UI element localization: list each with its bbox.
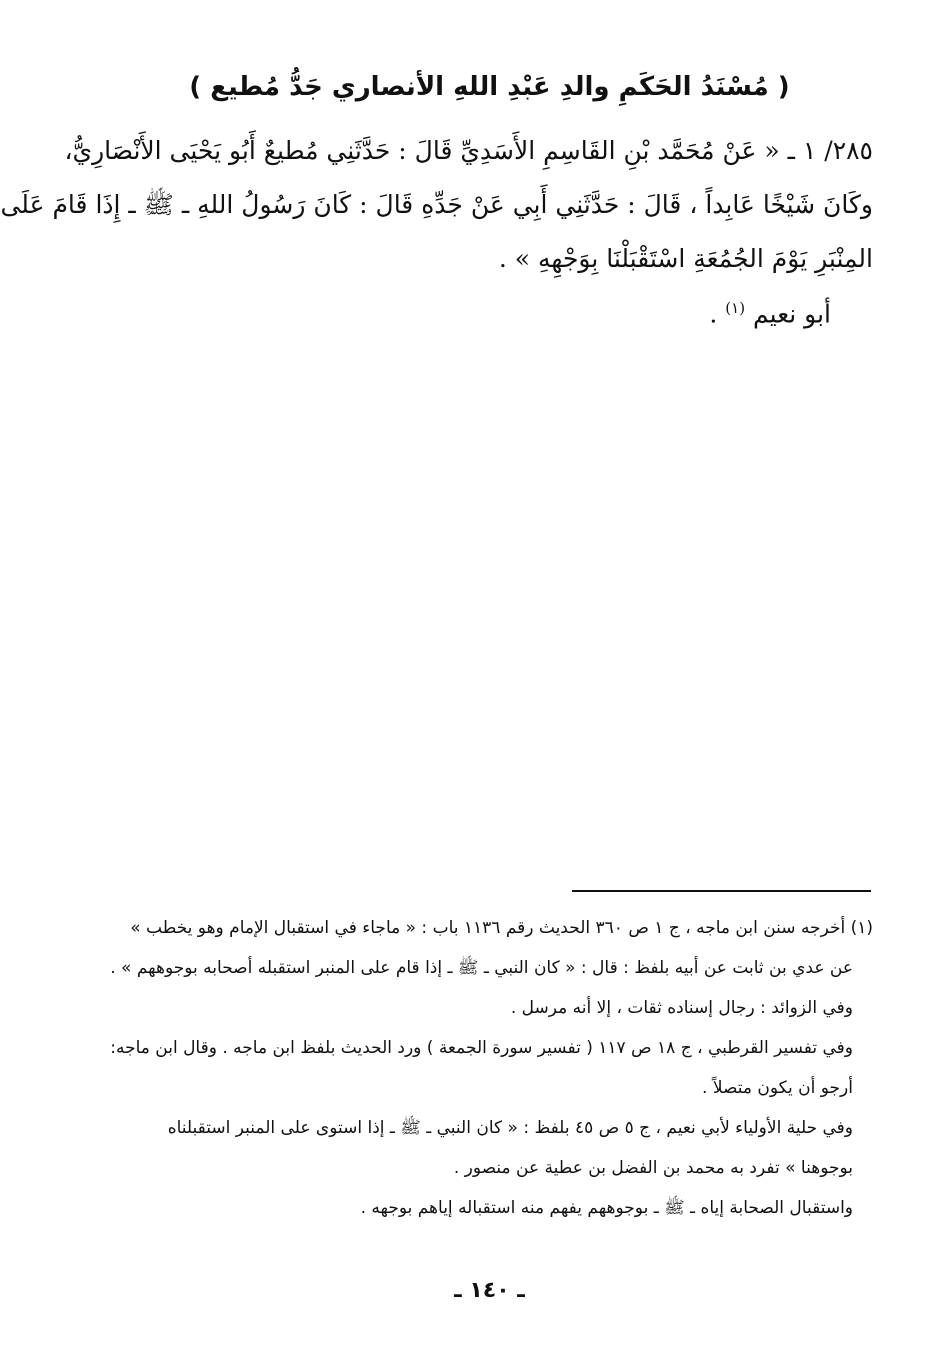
- footnote-reference[interactable]: (١): [725, 299, 746, 317]
- hadith-source: [709, 288, 831, 334]
- hadith-line: ٢٨٥/ ١ ـ « عَنْ مُحَمَّد بْنِ القَاسِمِ الأَسَدِيِّ قَالَ : حَدَّثَنِي مُطيعٌ أَبُو يَحْيَى الأَنْصَارِيُّ،: [64, 136, 873, 165]
- footnote-line: وفي تفسير القرطبي ، ج ١٨ ص ١١٧ ( تفسير سورة الجمعة ) ورد الحديث بلفظ ابن ماجه . وقال ابن ماجه:: [110, 1038, 853, 1058]
- hadith-line: وكَانَ شَيْخًا عَابِداً ، قَالَ : حَدَّثَنِي أَبِي عَنْ جَدِّهِ قَالَ : كَانَ رَسُولُ اللهِ ـ ﷺ ـ إِذَا قَامَ عَلَى: [0, 190, 873, 219]
- footnote-line: وفي حلية الأولياء لأبي نعيم ، ج ٥ ص ٤٥ بلفظ : « كان النبي ـ ﷺ ـ إذا استوى على المنبر استقبلناه: [167, 1118, 853, 1138]
- footnote-line: وفي الزوائد : رجال إسناده ثقات ، إلا أنه مرسل .: [510, 998, 853, 1018]
- footnote-divider: [572, 890, 871, 892]
- page-number: ـ ١٤٠ ـ: [454, 1278, 525, 1303]
- footnote-line: (١) أخرجه سنن ابن ماجه ، ج ١ ص ٣٦٠ الحديث رقم ١١٣٦ باب : « ماجاء في استقبال الإمام وهو يخطب »: [130, 918, 873, 938]
- footnote-line: بوجوهنا » تفرد به محمد بن الفضل بن عطية عن منصور .: [453, 1158, 853, 1178]
- hadith-line: المِنْبَرِ يَوْمَ الجُمُعَةِ اسْتَقْبَلْنَا بِوَجْهِهِ » .: [498, 244, 873, 273]
- footnote-line: واستقبال الصحابة إياه ـ ﷺ ـ بوجوههم يفهم منه استقباله إياهم بوجهه .: [360, 1198, 853, 1218]
- source-end: .: [709, 299, 718, 329]
- hadith-text: [0, 124, 873, 286]
- source-name: أبو نعيم: [753, 299, 831, 329]
- section-heading: ( مُسْنَدُ الحَكَمِ والدِ عَبْدِ اللهِ الأنصاري جَدُّ مُطيع ): [189, 72, 790, 102]
- footnotes: [103, 908, 873, 1228]
- footnote-line: عن عدي بن ثابت عن أبيه بلفظ : قال : « كان النبي ـ ﷺ ـ إذا قام على المنبر استقبله أصحابه بوجوههم » .: [110, 958, 853, 978]
- footnote-line: أرجو أن يكون متصلاً .: [702, 1078, 853, 1098]
